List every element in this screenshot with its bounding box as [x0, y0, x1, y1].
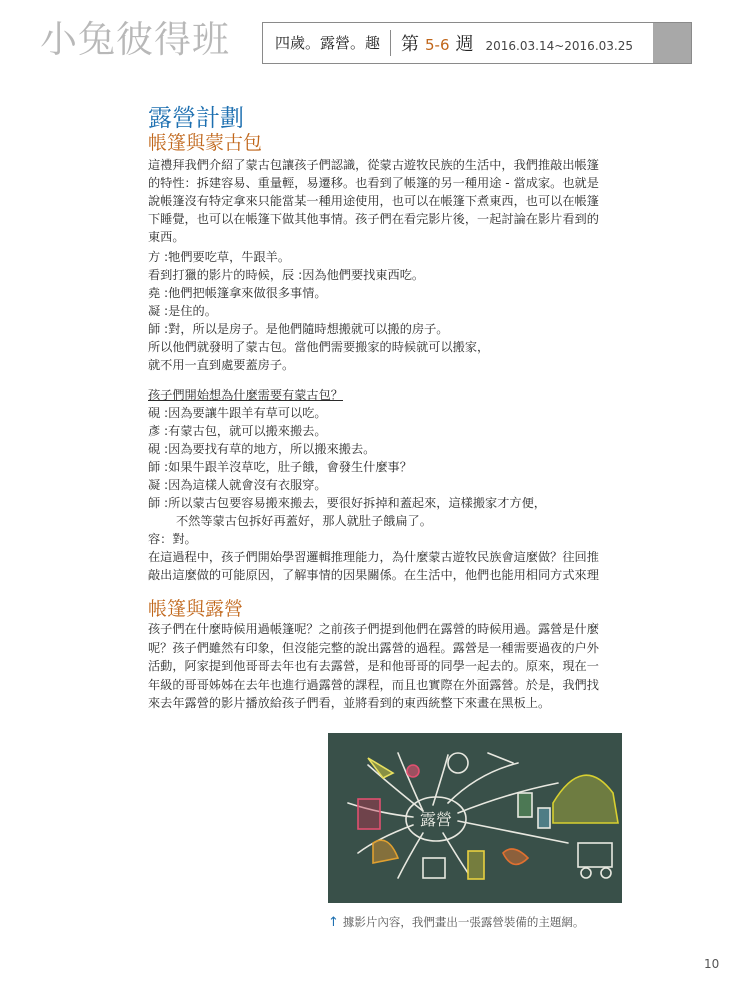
photo-caption: [328, 914, 584, 930]
dialogue-line: 就不用一直到處要蓋房子。: [148, 358, 295, 372]
dialogue-line: 硯 :因為要讓牛跟羊有草可以吃。: [148, 406, 327, 420]
paragraph-line: 來去年露營的影片播放給孩子們看，並將看到的東西統整下來畫在黑板上。: [148, 696, 551, 710]
week-number: 5-6: [425, 36, 450, 54]
paragraph-line: 呢？孩子們雖然有印象，但沒能完整的說出露營的過程。露營是一種需要過夜的户外: [148, 640, 599, 655]
paragraph-line: 活動，阿家提到他哥哥去年也有去露營，是和他哥哥的同學一起去的。原來，現在一: [148, 659, 599, 673]
paragraph-line: 說帳篷沒有特定拿來只能當某一種用途使用，也可以在帳篷下煮東西，也可以在帳篷: [148, 194, 599, 208]
dialogue-line: 凝 :因為這樣人就會沒有衣服穿。: [148, 478, 327, 492]
dialogue-line: 凝 :是住的。: [148, 304, 217, 318]
week-suffix: 週: [455, 34, 474, 55]
up-arrow-icon: ↑: [328, 915, 339, 930]
brand-title: 小兔彼得班: [40, 18, 230, 61]
caption-text: 據影片內容，我們畫出一張露營裝備的主題網。: [342, 915, 585, 929]
question-heading: 孩子們開始想為什麼需要有蒙古包？: [148, 388, 343, 402]
paragraph-line: 下睡覺，也可以在帳篷下做其他事情。孩子們在看完影片後，一起討論在影片看到的: [148, 212, 599, 226]
chalkboard-photo: [328, 733, 622, 903]
dialogue-line: 師 :所以蒙古包要容易搬來搬去，要很好拆掉和蓋起來，這樣搬家才方便，: [148, 496, 546, 510]
dialogue-line: 所以他們就發明了蒙古包。當他們需要搬家的時候就可以搬家，: [148, 340, 490, 354]
dialogue-line: 堯 :他們把帳篷拿來做很多事情。: [148, 286, 327, 300]
paragraph-line: 年級的哥哥姊姊在去年也進行過露營的課程，而且也實際在外面露營。於是，我們找: [148, 677, 599, 692]
section1-title: 帳篷與蒙古包: [148, 132, 263, 154]
paragraph-line: 東西。: [148, 230, 185, 244]
date-range: 2016.03.14~2016.03.25: [485, 39, 633, 53]
dialogue-block-1: [148, 248, 616, 374]
paragraph-line: 孩子們在什麼時候用過帳篷呢？之前孩子們提到他們在露營的時候用過。露營是什麼: [148, 622, 599, 636]
dialogue-line: 看到打獵的影片的時候，辰 :因為他們要找東西吃。: [148, 268, 425, 282]
dialogue-line: 硯 :因為要找有草的地方，所以搬來搬去。: [148, 442, 376, 456]
dialogue-line: 容：對。: [148, 532, 197, 546]
dialogue-line: 師 :如果牛跟羊沒草吃，肚子餓，會發生什麼事？: [148, 460, 412, 474]
dialogue-block-2: [148, 386, 616, 584]
paragraph-line: 的特性：拆建容易、重量輕，易遷移。也看到了帳篷的另一種用途 - 當成家。也就是: [148, 176, 599, 190]
dialogue-line: 師 :對，所以是房子。是他們隨時想搬就可以搬的房子。: [148, 322, 449, 336]
dialogue-line: 方 :牠們要吃草，牛跟羊。: [148, 250, 291, 264]
paragraph-line: 這禮拜我們介紹了蒙古包讓孩子們認識，從蒙古遊牧民族的生活中，我們推敲出帳篷: [148, 158, 599, 172]
reflection-line: 敲出這麼做的可能原因，了解事情的因果關係。在生活中，他們也能用相同方式來理: [148, 568, 599, 582]
dialogue-line-indented: 不然等蒙古包拆好再蓋好，那人就肚子餓扁了。: [176, 514, 432, 528]
week-info: [391, 30, 633, 56]
chalkboard-drawing: [328, 733, 622, 903]
section1-paragraph: [148, 156, 616, 246]
header-gray-block: [653, 23, 691, 63]
section2-title: 帳篷與露營: [148, 598, 244, 620]
dialogue-line: 彥 :有蒙古包，就可以搬來搬去。: [148, 424, 327, 438]
chalk-title: 露營: [419, 810, 453, 829]
header-banner: [262, 22, 692, 64]
page-title: 露營計劃: [148, 104, 244, 132]
page-number: 10: [704, 957, 720, 971]
week-prefix: 第: [401, 34, 420, 55]
theme-label: 四歲。露營。趣: [263, 30, 391, 56]
reflection-line: 在這過程中，孩子們開始學習邏輯推理能力，為什麼蒙古遊牧民族會這麼做？往回推: [148, 550, 599, 564]
section2-paragraph: [148, 620, 616, 713]
